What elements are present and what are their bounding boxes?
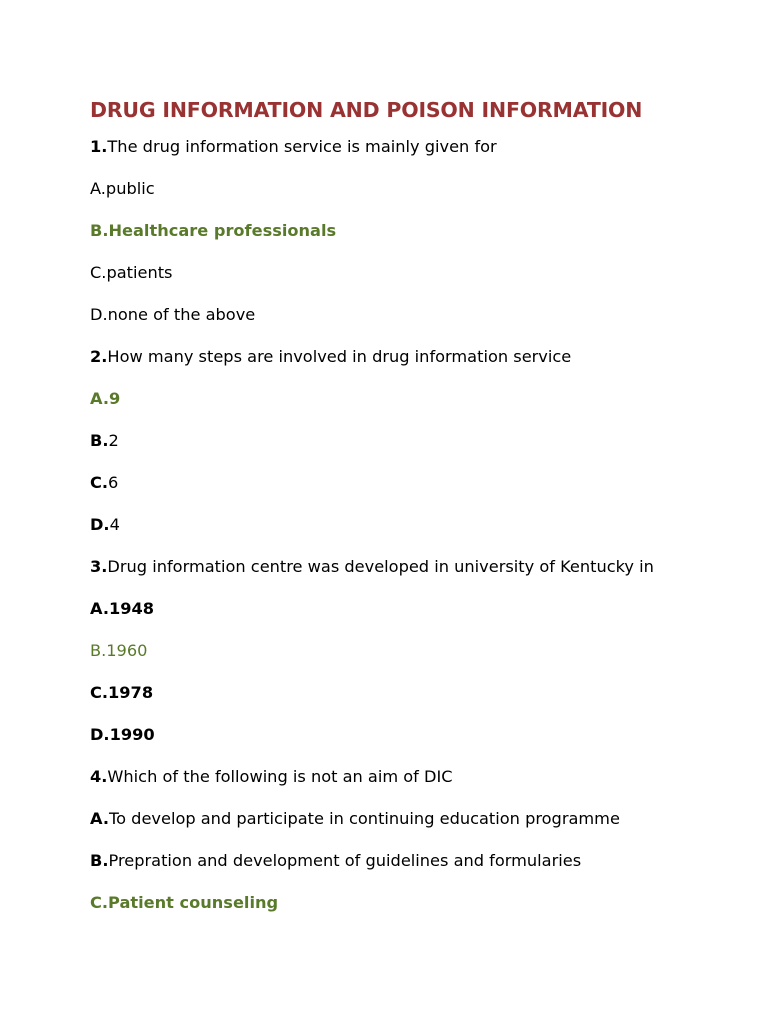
q3-option-c: C.1978 — [90, 683, 154, 702]
q2-option-b — [90, 430, 750, 452]
option-value: To develop and participate in continuing education programme — [108, 809, 620, 828]
option-label: C. — [90, 473, 109, 492]
option-label: B. — [90, 851, 109, 870]
q1-option-c: C.patients — [90, 263, 173, 282]
q4-option-a — [90, 808, 750, 830]
question-2 — [90, 346, 750, 368]
q2-option-a-answer: A.9 — [90, 389, 121, 408]
page-title: DRUG INFORMATION AND POISON INFORMATION — [90, 98, 643, 122]
q3-option-d: D.1990 — [90, 725, 155, 744]
question-number: 3. — [90, 557, 108, 576]
question-3 — [90, 556, 750, 578]
q2-option-c — [90, 472, 750, 494]
option-label: A. — [90, 809, 109, 828]
option-value: Prepration and development of guidelines and formularies — [108, 851, 582, 870]
q3-option-b-answer: B.1960 — [90, 641, 148, 660]
question-text: The drug information service is mainly given for — [107, 137, 497, 156]
option-value: 4 — [109, 515, 120, 534]
question-number: 4. — [90, 767, 108, 786]
question-text: Drug information centre was developed in university of Kentucky in — [107, 557, 654, 576]
option-value: 2 — [108, 431, 119, 450]
q3-option-a: A.1948 — [90, 599, 155, 618]
question-4 — [90, 766, 750, 788]
q1-option-d: D.none of the above — [90, 305, 256, 324]
question-number: 1. — [90, 137, 108, 156]
q1-option-b-answer: B.Healthcare professionals — [90, 221, 337, 240]
q2-option-d — [90, 514, 750, 536]
document-page — [90, 96, 750, 934]
option-value: 6 — [108, 473, 119, 492]
q4-option-b — [90, 850, 750, 872]
question-1 — [90, 136, 750, 158]
question-text: How many steps are involved in drug information service — [107, 347, 572, 366]
question-number: 2. — [90, 347, 108, 366]
question-text: Which of the following is not an aim of DIC — [107, 767, 453, 786]
q1-option-a: A.public — [90, 179, 155, 198]
option-label: B. — [90, 431, 109, 450]
q4-option-c-answer: C.Patient counseling — [90, 893, 279, 912]
option-label: D. — [90, 515, 110, 534]
